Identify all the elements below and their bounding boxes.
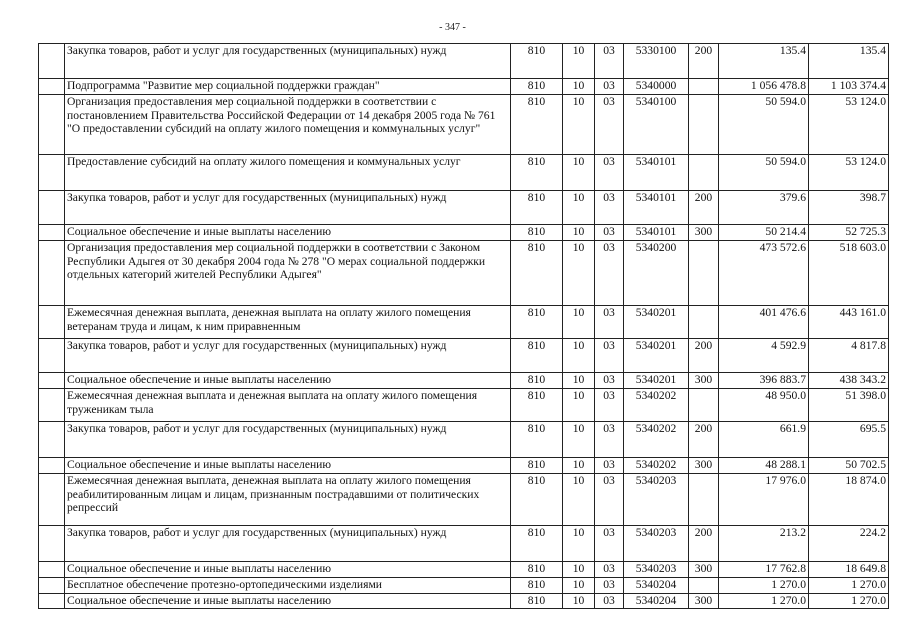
section-code: 10 bbox=[563, 389, 595, 422]
expense-type-code bbox=[689, 306, 719, 339]
target-article-code: 5340203 bbox=[624, 562, 689, 578]
item-name: Социальное обеспечение и иные выплаты населению bbox=[65, 562, 511, 578]
blank-cell bbox=[39, 458, 65, 474]
amount-year-1: 50 214.4 bbox=[719, 225, 809, 241]
blank-cell bbox=[39, 422, 65, 458]
grbs-code: 810 bbox=[511, 594, 563, 609]
expense-type-code: 300 bbox=[689, 458, 719, 474]
target-article-code: 5340203 bbox=[624, 474, 689, 526]
amount-year-2: 443 161.0 bbox=[809, 306, 889, 339]
expense-type-code bbox=[689, 389, 719, 422]
amount-year-1: 17 762.8 bbox=[719, 562, 809, 578]
table-row bbox=[39, 373, 889, 389]
subsection-code: 03 bbox=[595, 526, 624, 562]
item-name: Социальное обеспечение и иные выплаты населению bbox=[65, 458, 511, 474]
target-article-code: 5340201 bbox=[624, 339, 689, 373]
amount-year-2: 695.5 bbox=[809, 422, 889, 458]
section-code: 10 bbox=[563, 526, 595, 562]
expense-type-code bbox=[689, 474, 719, 526]
amount-year-2: 135.4 bbox=[809, 44, 889, 79]
amount-year-1: 1 270.0 bbox=[719, 578, 809, 594]
subsection-code: 03 bbox=[595, 594, 624, 609]
item-name: Подпрограмма "Развитие мер социальной поддержки граждан" bbox=[65, 79, 511, 95]
item-name: Ежемесячная денежная выплата и денежная выплата на оплату жилого помещения труженикам тыла bbox=[65, 389, 511, 422]
amount-year-1: 661.9 bbox=[719, 422, 809, 458]
target-article-code: 5340203 bbox=[624, 526, 689, 562]
target-article-code: 5340202 bbox=[624, 422, 689, 458]
subsection-code: 03 bbox=[595, 44, 624, 79]
target-article-code: 5340201 bbox=[624, 306, 689, 339]
blank-cell bbox=[39, 95, 65, 155]
subsection-code: 03 bbox=[595, 474, 624, 526]
amount-year-2: 1 270.0 bbox=[809, 594, 889, 609]
target-article-code: 5340101 bbox=[624, 191, 689, 225]
amount-year-2: 53 124.0 bbox=[809, 95, 889, 155]
blank-cell bbox=[39, 578, 65, 594]
expense-type-code: 200 bbox=[689, 339, 719, 373]
section-code: 10 bbox=[563, 562, 595, 578]
table-row bbox=[39, 306, 889, 339]
grbs-code: 810 bbox=[511, 339, 563, 373]
target-article-code: 5340204 bbox=[624, 594, 689, 609]
section-code: 10 bbox=[563, 155, 595, 191]
amount-year-1: 396 883.7 bbox=[719, 373, 809, 389]
table-row bbox=[39, 155, 889, 191]
item-name: Закупка товаров, работ и услуг для государственных (муниципальных) нужд bbox=[65, 422, 511, 458]
amount-year-1: 213.2 bbox=[719, 526, 809, 562]
expense-type-code: 300 bbox=[689, 594, 719, 609]
section-code: 10 bbox=[563, 594, 595, 609]
target-article-code: 5340201 bbox=[624, 373, 689, 389]
amount-year-2: 1 103 374.4 bbox=[809, 79, 889, 95]
subsection-code: 03 bbox=[595, 339, 624, 373]
amount-year-2: 518 603.0 bbox=[809, 241, 889, 306]
section-code: 10 bbox=[563, 422, 595, 458]
expense-type-code: 200 bbox=[689, 44, 719, 79]
amount-year-1: 48 950.0 bbox=[719, 389, 809, 422]
expense-type-code bbox=[689, 79, 719, 95]
expense-type-code: 200 bbox=[689, 422, 719, 458]
subsection-code: 03 bbox=[595, 578, 624, 594]
blank-cell bbox=[39, 594, 65, 609]
amount-year-2: 18 649.8 bbox=[809, 562, 889, 578]
table-row bbox=[39, 458, 889, 474]
item-name: Организация предоставления мер социальной поддержки в соответствии с Законом Республики Адыгея от 30 декабря 2004 года № 278 "О мерах социальной поддержки отдельных категорий жителей Республики Адыгея" bbox=[65, 241, 511, 306]
target-article-code: 5340101 bbox=[624, 225, 689, 241]
subsection-code: 03 bbox=[595, 79, 624, 95]
expense-type-code: 300 bbox=[689, 562, 719, 578]
budget-table bbox=[38, 43, 889, 609]
subsection-code: 03 bbox=[595, 155, 624, 191]
blank-cell bbox=[39, 225, 65, 241]
blank-cell bbox=[39, 474, 65, 526]
amount-year-2: 52 725.3 bbox=[809, 225, 889, 241]
subsection-code: 03 bbox=[595, 373, 624, 389]
section-code: 10 bbox=[563, 79, 595, 95]
item-name: Социальное обеспечение и иные выплаты населению bbox=[65, 373, 511, 389]
expense-type-code: 300 bbox=[689, 225, 719, 241]
grbs-code: 810 bbox=[511, 191, 563, 225]
subsection-code: 03 bbox=[595, 422, 624, 458]
target-article-code: 5340100 bbox=[624, 95, 689, 155]
section-code: 10 bbox=[563, 474, 595, 526]
item-name: Закупка товаров, работ и услуг для государственных (муниципальных) нужд bbox=[65, 191, 511, 225]
table-row bbox=[39, 474, 889, 526]
table-row bbox=[39, 79, 889, 95]
blank-cell bbox=[39, 562, 65, 578]
expense-type-code bbox=[689, 241, 719, 306]
item-name: Закупка товаров, работ и услуг для государственных (муниципальных) нужд bbox=[65, 526, 511, 562]
amount-year-2: 398.7 bbox=[809, 191, 889, 225]
target-article-code: 5340000 bbox=[624, 79, 689, 95]
expense-type-code: 300 bbox=[689, 373, 719, 389]
blank-cell bbox=[39, 44, 65, 79]
grbs-code: 810 bbox=[511, 155, 563, 191]
amount-year-1: 48 288.1 bbox=[719, 458, 809, 474]
table-row bbox=[39, 44, 889, 79]
section-code: 10 bbox=[563, 44, 595, 79]
table-body bbox=[39, 44, 889, 609]
amount-year-2: 224.2 bbox=[809, 526, 889, 562]
amount-year-2: 53 124.0 bbox=[809, 155, 889, 191]
blank-cell bbox=[39, 155, 65, 191]
grbs-code: 810 bbox=[511, 578, 563, 594]
amount-year-1: 17 976.0 bbox=[719, 474, 809, 526]
grbs-code: 810 bbox=[511, 373, 563, 389]
expense-type-code bbox=[689, 155, 719, 191]
subsection-code: 03 bbox=[595, 306, 624, 339]
subsection-code: 03 bbox=[595, 562, 624, 578]
grbs-code: 810 bbox=[511, 474, 563, 526]
item-name: Бесплатное обеспечение протезно-ортопедическими изделиями bbox=[65, 578, 511, 594]
amount-year-1: 1 056 478.8 bbox=[719, 79, 809, 95]
table-row bbox=[39, 225, 889, 241]
item-name: Социальное обеспечение и иные выплаты населению bbox=[65, 225, 511, 241]
table-row bbox=[39, 339, 889, 373]
section-code: 10 bbox=[563, 373, 595, 389]
section-code: 10 bbox=[563, 191, 595, 225]
table-row bbox=[39, 389, 889, 422]
page-number: - 347 - bbox=[439, 22, 466, 33]
table-row bbox=[39, 191, 889, 225]
amount-year-2: 1 270.0 bbox=[809, 578, 889, 594]
amount-year-1: 1 270.0 bbox=[719, 594, 809, 609]
section-code: 10 bbox=[563, 306, 595, 339]
amount-year-2: 51 398.0 bbox=[809, 389, 889, 422]
section-code: 10 bbox=[563, 339, 595, 373]
amount-year-2: 50 702.5 bbox=[809, 458, 889, 474]
subsection-code: 03 bbox=[595, 458, 624, 474]
item-name: Предоставление субсидий на оплату жилого помещения и коммунальных услуг bbox=[65, 155, 511, 191]
grbs-code: 810 bbox=[511, 79, 563, 95]
grbs-code: 810 bbox=[511, 44, 563, 79]
target-article-code: 5330100 bbox=[624, 44, 689, 79]
expense-type-code bbox=[689, 578, 719, 594]
grbs-code: 810 bbox=[511, 306, 563, 339]
subsection-code: 03 bbox=[595, 225, 624, 241]
grbs-code: 810 bbox=[511, 562, 563, 578]
blank-cell bbox=[39, 306, 65, 339]
subsection-code: 03 bbox=[595, 389, 624, 422]
subsection-code: 03 bbox=[595, 191, 624, 225]
table-row bbox=[39, 241, 889, 306]
section-code: 10 bbox=[563, 241, 595, 306]
table-row bbox=[39, 95, 889, 155]
item-name: Закупка товаров, работ и услуг для государственных (муниципальных) нужд bbox=[65, 339, 511, 373]
grbs-code: 810 bbox=[511, 422, 563, 458]
expense-type-code: 200 bbox=[689, 526, 719, 562]
grbs-code: 810 bbox=[511, 389, 563, 422]
target-article-code: 5340204 bbox=[624, 578, 689, 594]
section-code: 10 bbox=[563, 458, 595, 474]
grbs-code: 810 bbox=[511, 458, 563, 474]
table-row bbox=[39, 578, 889, 594]
table-row bbox=[39, 526, 889, 562]
amount-year-1: 135.4 bbox=[719, 44, 809, 79]
blank-cell bbox=[39, 389, 65, 422]
blank-cell bbox=[39, 241, 65, 306]
section-code: 10 bbox=[563, 578, 595, 594]
blank-cell bbox=[39, 339, 65, 373]
amount-year-1: 4 592.9 bbox=[719, 339, 809, 373]
blank-cell bbox=[39, 373, 65, 389]
expense-type-code: 200 bbox=[689, 191, 719, 225]
table-row bbox=[39, 594, 889, 609]
amount-year-1: 379.6 bbox=[719, 191, 809, 225]
target-article-code: 5340202 bbox=[624, 458, 689, 474]
amount-year-2: 4 817.8 bbox=[809, 339, 889, 373]
table-row bbox=[39, 422, 889, 458]
item-name: Организация предоставления мер социальной поддержки в соответствии с постановлением Правительства Российской Федерации от 14 декабря 2005 года № 761 "О предоставлении субсидий на оплату жилого помещения и коммунальных услуг" bbox=[65, 95, 511, 155]
grbs-code: 810 bbox=[511, 95, 563, 155]
target-article-code: 5340101 bbox=[624, 155, 689, 191]
amount-year-2: 438 343.2 bbox=[809, 373, 889, 389]
expense-type-code bbox=[689, 95, 719, 155]
section-code: 10 bbox=[563, 225, 595, 241]
amount-year-2: 18 874.0 bbox=[809, 474, 889, 526]
item-name: Социальное обеспечение и иные выплаты населению bbox=[65, 594, 511, 609]
amount-year-1: 473 572.6 bbox=[719, 241, 809, 306]
section-code: 10 bbox=[563, 95, 595, 155]
item-name: Закупка товаров, работ и услуг для государственных (муниципальных) нужд bbox=[65, 44, 511, 79]
grbs-code: 810 bbox=[511, 225, 563, 241]
item-name: Ежемесячная денежная выплата, денежная выплата на оплату жилого помещения реабилитированным лицам и лицам, признанным пострадавшими от политических репрессий bbox=[65, 474, 511, 526]
table-row bbox=[39, 562, 889, 578]
target-article-code: 5340202 bbox=[624, 389, 689, 422]
target-article-code: 5340200 bbox=[624, 241, 689, 306]
blank-cell bbox=[39, 191, 65, 225]
item-name: Ежемесячная денежная выплата, денежная выплата на оплату жилого помещения ветеранам труда и лицам, к ним приравненным bbox=[65, 306, 511, 339]
amount-year-1: 401 476.6 bbox=[719, 306, 809, 339]
grbs-code: 810 bbox=[511, 241, 563, 306]
subsection-code: 03 bbox=[595, 241, 624, 306]
grbs-code: 810 bbox=[511, 526, 563, 562]
amount-year-1: 50 594.0 bbox=[719, 95, 809, 155]
blank-cell bbox=[39, 526, 65, 562]
subsection-code: 03 bbox=[595, 95, 624, 155]
amount-year-1: 50 594.0 bbox=[719, 155, 809, 191]
blank-cell bbox=[39, 79, 65, 95]
